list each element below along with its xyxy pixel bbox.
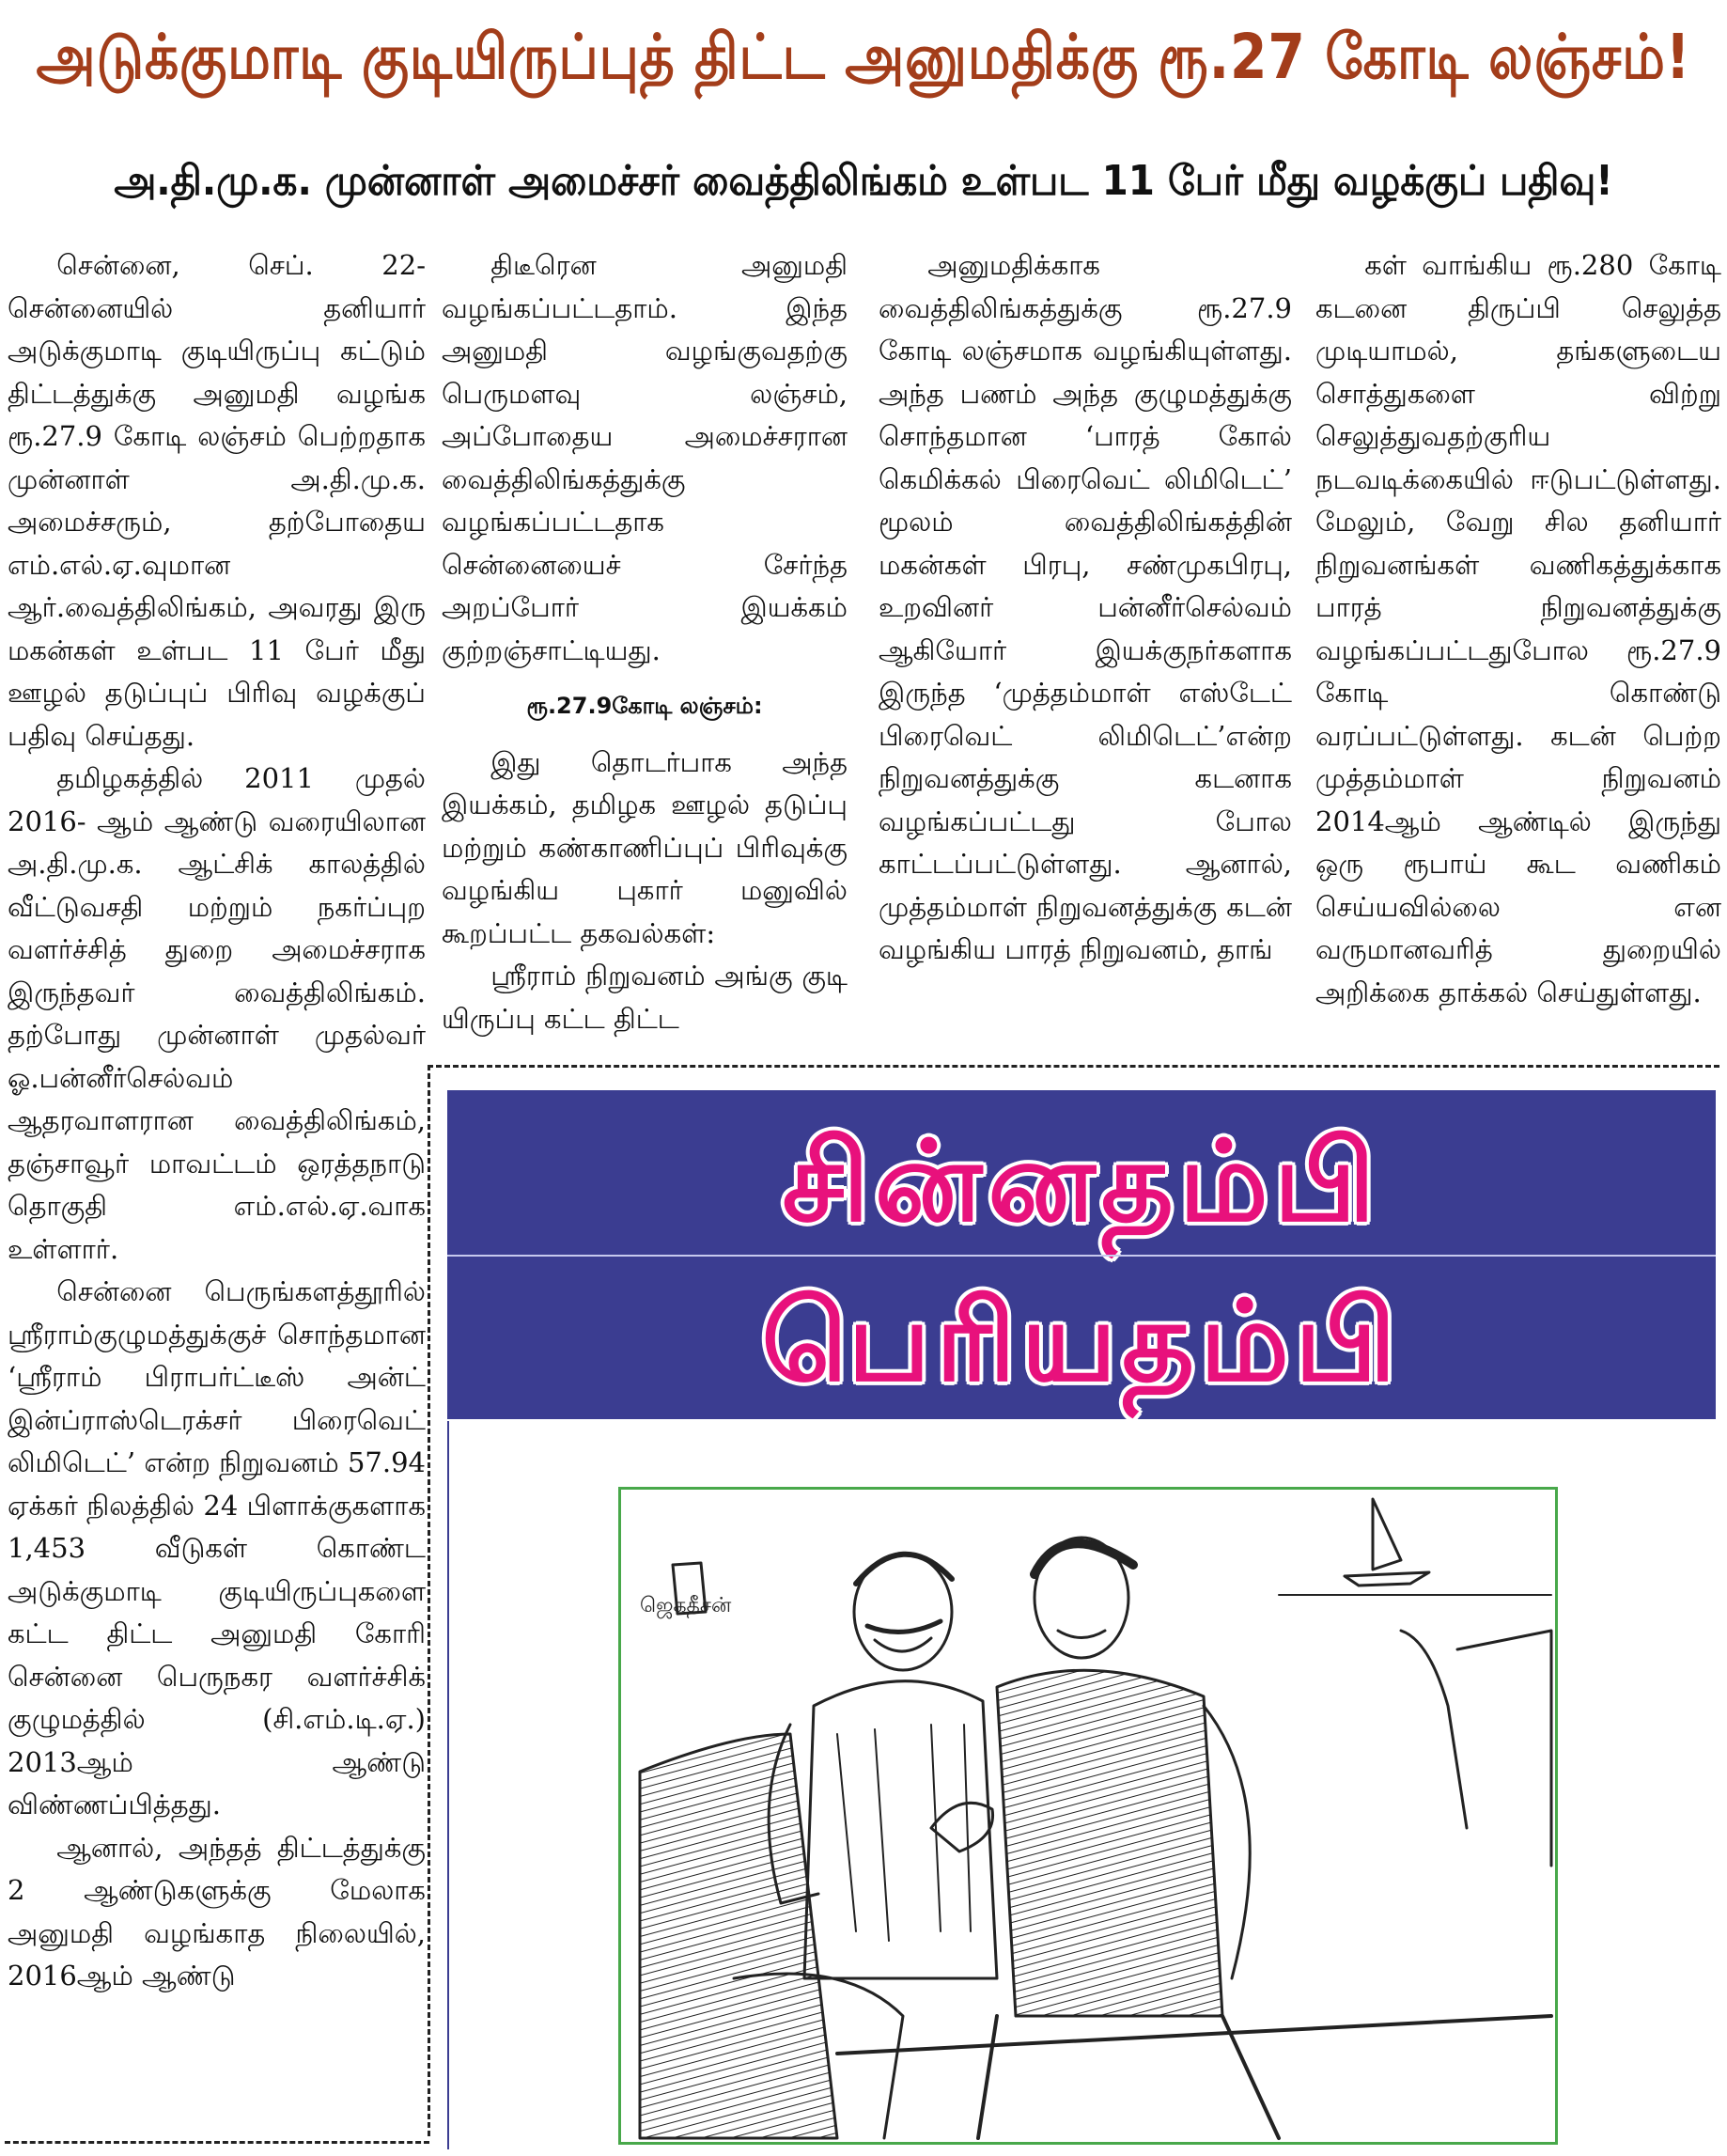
banner-title-line-2: பெரியதம்பி xyxy=(761,1276,1402,1406)
cartoon-frame xyxy=(618,1487,1558,2145)
article-paragraph: இது தொடர்பாக அந்த இயக்கம், தமிழக ஊழல் தடுப்பு மற்றும் கண்காணிப்புப் பிரிவுக்கு வழங்கிய புகார் மனுவில் கூறப்பட்ட தகவல்கள்: xyxy=(442,745,848,949)
headline: அடுக்குமாடி குடியிருப்புத் திட்ட அனுமதிக்கு ரூ.27 கோடி லஞ்சம்! xyxy=(36,21,1691,93)
dashed-divider-bottom xyxy=(5,2141,429,2144)
boat-hull xyxy=(1345,1572,1429,1586)
dashed-divider-top xyxy=(428,1065,1719,1068)
article-subtitle: ரூ.27.9கோடி லஞ்சம்: xyxy=(526,693,763,719)
cartoon-artist-signature: ஜெகதீசன் xyxy=(640,1594,732,1617)
article-column-3 xyxy=(879,244,1292,1034)
article-paragraph: தமிழகத்தில் 2011 முதல் 2016- ஆம் ஆண்டு வரையிலான அ.தி.மு.க. ஆட்சிக் காலத்தில் வீட்டுவசதி மற்றும் நகர்ப்புற வளர்ச்சித் துறை அமைச்சராக இருந்தவர் வைத்திலிங்கம். தற்போது முன்னாள் முதல்வர் ஓ.பன்னீர்செல்வம் ஆதரவாளரான வைத்திலிங்கம், தஞ்சாவூர் மாவட்டம் ஒரத்தநாடு தொகுதி எம்.எல்.ஏ.வாக உள்ளார். xyxy=(8,762,426,1265)
subheadline: அ.தி.மு.க. முன்னாள் அமைச்சர் வைத்திலிங்கம் உள்பட 11 பேர் மீது வழக்குப் பதிவு! xyxy=(114,156,1613,205)
cartoon-illustration xyxy=(621,1490,1555,2142)
banner-title-line-1: சின்னதம்பி xyxy=(782,1117,1381,1246)
article-paragraph: ஆனால், அந்தத் திட்டத்துக்கு 2 ஆண்டுகளுக்கு மேலாக அனுமதி வழங்காத நிலையில், 2016ஆம் ஆண்டு xyxy=(8,1831,426,1992)
article-paragraph: கள் வாங்கிய ரூ.280 கோடி கடனை திருப்பி செலுத்த முடியாமல், தங்களுடைய சொத்துகளை விற்று செலுத்துவதற்குரிய நடவடிக்கையில் ஈடுபட்டுள்ளது. மேலும், வேறு சில தனியார் நிறுவனங்கள் வணிகத்துக்காக பாரத் நிறுவனத்துக்கு வழங்கப்பட்டதுபோல ரூ.27.9 கோடி கொண்டு வரப்பட்டுள்ளது. கடன் பெற்ற முத்தம்மாள் நிறுவனம் 2014ஆம் ஆண்டில் இருந்து ஒரு ரூபாய் கூட வணிகம் செய்யவில்லை என வருமானவரித் துறையில் அறிக்கை தாக்கல் செய்துள்ளது. xyxy=(1315,249,1721,1008)
boat-sail xyxy=(1373,1499,1401,1570)
article-column-2 xyxy=(442,244,848,1034)
article-column-4 xyxy=(1315,244,1721,1034)
article-column-1 xyxy=(8,244,426,2133)
article-paragraph: சென்னை பெருங்களத்தூரில் ஸ்ரீராம்குழுமத்துக்குச் சொந்தமான ‘ஸ்ரீராம் பிராபர்ட்டீஸ் அன்ட் இன்ப்ராஸ்டெரக்சர் பிரைவெட் லிமிடெட்’ என்ற நிறுவனம் 57.94 ஏக்கர் நிலத்தில் 24 பிளாக்குகளாக 1,453 வீடுகள் கொண்ட அடுக்குமாடி குடியிருப்புகளை கட்ட திட்ட அனுமதி கோரி சென்னை பெருநகர வளர்ச்சிக் குழுமத்தில் (சி.எம்.டி.ஏ.) 2013ஆம் ஆண்டு விண்ணப்பித்தது. xyxy=(8,1275,426,1820)
article-paragraph: அனுமதிக்காக வைத்திலிங்கத்துக்கு ரூ.27.9 கோடி லஞ்சமாக வழங்கியுள்ளது. அந்த பணம் அந்த குழுமத்துக்கு சொந்தமான ‘பாரத் கோல் கெமிக்கல் பிரைவெட் லிமிடெட்’ மூலம் வைத்திலிங்கத்தின் மகன்கள் பிரபு, சண்முகபிரபு, உறவினர் பன்னீர்செல்வம் ஆகியோர் இயக்குநர்களாக இருந்த ‘முத்தம்மாள் எஸ்டேட் பிரைவெட் லிமிடெட்’என்ற நிறுவனத்துக்கு கடனாக வழங்கப்பட்டது போல காட்டப்பட்டுள்ளது. ஆனால், முத்தம்மாள் நிறுவனத்துக்கு கடன் வழங்கிய பாரத் நிறுவனம், தாங் xyxy=(879,249,1292,965)
article-paragraph: ஸ்ரீராம் நிறுவனம் அங்கு குடி யிருப்பு கட்ட திட்ட xyxy=(442,960,848,1035)
banner-divider xyxy=(447,1255,1716,1257)
cartoon-banner xyxy=(447,1090,1716,1419)
article-paragraph: சென்னை, செப். 22- சென்னையில் தனியார் அடுக்குமாடி குடியிருப்பு கட்டும் திட்டத்துக்கு அனுமதி வழங்க ரூ.27.9 கோடி லஞ்சம் பெற்றதாக முன்னாள் அ.தி.மு.க. அமைச்சரும், தற்போதைய எம்.எல்.ஏ.வுமான ஆர்.வைத்திலிங்கம், அவரது இரு மகன்கள் உள்பட 11 பேர் மீது ஊழல் தடுப்புப் பிரிவு வழக்குப் பதிவு செய்தது. xyxy=(8,249,426,752)
article-paragraph: திடீரென அனுமதி வழங்கப்பட்டதாம். இந்த அனுமதி வழங்குவதற்கு பெருமளவு லஞ்சம், அப்போதைய அமைச்சரான வைத்திலிங்கத்துக்கு வழங்கப்பட்டதாக சென்னையைச் சேர்ந்த அறப்போர் இயக்கம் குற்றஞ்சாட்டியது. xyxy=(442,249,848,666)
cartoon-panel xyxy=(447,1421,1718,2149)
dashed-divider-left xyxy=(428,1065,430,2136)
